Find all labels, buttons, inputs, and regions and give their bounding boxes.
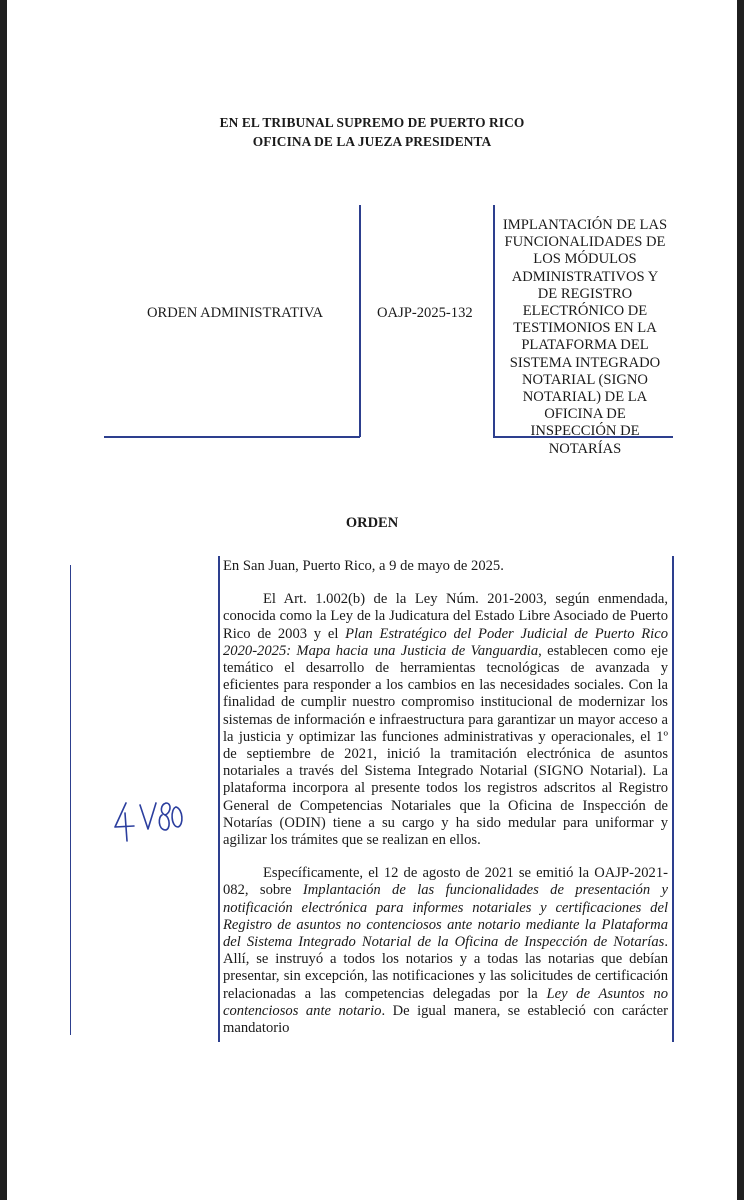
paragraph-2 <box>223 865 668 1037</box>
outer-margin-line <box>70 565 71 1035</box>
page-right-edge <box>737 0 744 1200</box>
subject-line: OFICINA DE <box>544 406 626 423</box>
caption-divider-right <box>493 205 495 437</box>
document-type: ORDEN ADMINISTRATIVA <box>147 305 324 321</box>
page-left-edge <box>0 0 7 1200</box>
paragraph-italic: Implantación de las funcionalidades de presentación y notificación electrónica para informes notariales y certificaciones del Registro de asuntos no contenciosos ante notario mediante la Plataforma del Sistema Integrado Notarial de la Oficina de Inspección de Notarías <box>223 882 668 951</box>
paragraph-text: Específicamente, el 12 de agosto de 2021 se emitió la OAJP-2021-082, sobre <box>223 865 668 899</box>
subject-line: INSPECCIÓN DE <box>530 423 640 440</box>
paragraph-text: El Art. 1.002(b) de la Ley Núm. 201-2003, según enmendada, conocida como la Ley de la Judicatura del Estado Libre Asociado de Puerto Rico de 2003 y el <box>223 591 668 642</box>
date-line: En San Juan, Puerto Rico, a 9 de mayo de 2025. <box>223 558 504 574</box>
office-name: OFICINA DE LA JUEZA PRESIDENTA <box>252 134 492 149</box>
order-body <box>223 558 668 1037</box>
subject-line: NOTARIAL (SIGNO <box>522 371 648 388</box>
subject-line: DE REGISTRO <box>537 285 633 302</box>
paragraph-1 <box>223 591 668 849</box>
paragraph-italic: Plan Estratégico del Poder Judicial de Puerto Rico 2020-2025: Mapa hacia una Justicia de Vanguardia <box>223 625 668 659</box>
court-name: EN EL TRIBUNAL SUPREMO DE PUERTO RICO <box>219 115 525 130</box>
handwritten-annotation <box>110 795 190 845</box>
paragraph-italic: Ley de Asuntos no contenciosos ante notario <box>223 985 669 1019</box>
subject-line: ELECTRÓNICO DE <box>522 303 648 320</box>
subject-line: NOTARIAL) DE LA <box>522 389 648 406</box>
body-margin-right <box>672 556 674 1042</box>
subject-line: SISTEMA INTEGRADO <box>509 354 661 371</box>
paragraph-text: . Allí, se instruyó a todos los notarios y a todas las notarias que debían presentar, sin excepción, las notificaciones y las solicitudes de certificación relacionadas a las competencias delegadas por la <box>223 934 668 1002</box>
document-number: OAJP-2025-132 <box>377 305 473 321</box>
subject-line: TESTIMONIOS EN LA <box>513 320 657 337</box>
body-margin-left <box>218 556 220 1042</box>
subject-line: PLATAFORMA DEL <box>521 337 649 354</box>
subject-line: ADMINISTRATIVOS Y <box>511 268 659 285</box>
caption-underline-left <box>104 436 360 438</box>
paragraph-text: . De igual manera, se estableció con carácter mandatorio <box>223 1002 668 1037</box>
subject-line: FUNCIONALIDADES DE <box>504 234 666 251</box>
document-subject <box>500 217 670 458</box>
paragraph-text: , establecen como eje temático el desarrollo de herramientas tecnológicas de avanzada y eficientes para responder a los cambios en las necesidades sociales. Con la finalidad de cumplir nuestro compromiso institucional de modernizar los sistemas de información e infraestructura para garantizar un mayor acceso a la justicia y optimizar las funciones administrativas y operacionales, el 1º de septiembre de 2021, inició la tramitación electrónica de asuntos notariales a través del Sistema Integrado Notarial (SIGNO Notarial). La plataforma incorpora al presente todos los registros adscritos al Registro General de Competencias Notariales que la Oficina de Inspección de Notarías (ODIN) tiene a su cargo y ha sido medular para uniformar y agilizar los trámites que se realizan en ellos. <box>223 642 668 849</box>
subject-line: NOTARÍAS <box>548 440 622 457</box>
subject-line: LOS MÓDULOS <box>533 251 637 268</box>
order-heading: ORDEN <box>345 515 399 531</box>
caption-divider-left <box>359 205 361 437</box>
subject-line: IMPLANTACIÓN DE LAS <box>502 217 668 233</box>
